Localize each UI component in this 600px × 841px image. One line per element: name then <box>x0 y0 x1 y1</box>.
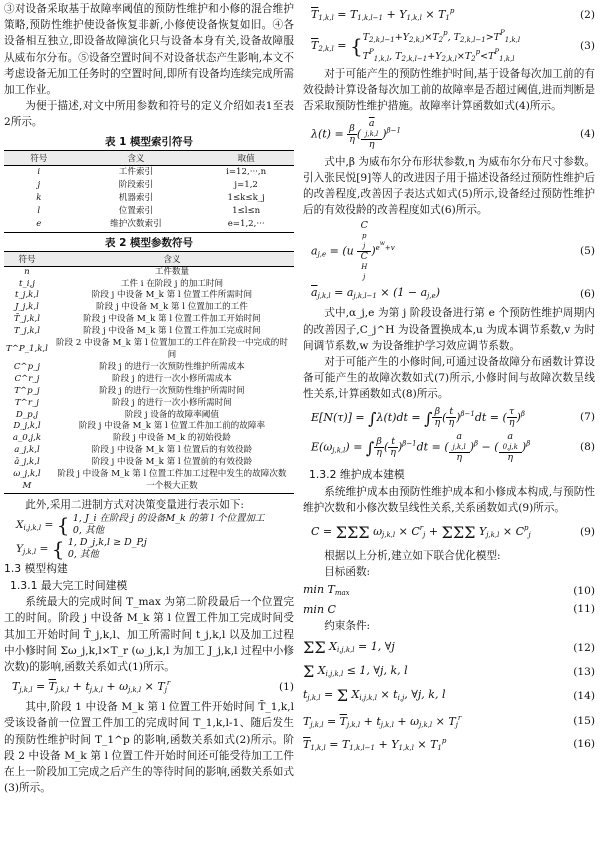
cost-paragraph: 系统维护成本由预防性维护成本和小修成本构成,与预防性维护次数和小修次数呈线性关系,关系函数如式(9)所示。 <box>303 485 595 514</box>
table-intro-paragraph: 为便于描述,对文中所用参数和符号的定义介绍如表1至表2所示。 <box>4 100 294 129</box>
table1-cell-symbol: k <box>36 193 42 204</box>
equation-13-number: (13) <box>573 665 595 678</box>
table2-cell-meaning: 阶段 j 的进行一次小修所需时间 <box>112 397 232 408</box>
table1-cell-meaning: 阶段索引 <box>118 179 154 190</box>
table1-cell-symbol: j <box>37 179 41 190</box>
table2-cell-meaning: 阶段 j 中设备 M_k 第 l 位置加工的工件 <box>96 302 248 313</box>
equation-6: $\overline{a}_{j,k,l} = a_{j,k,l-1} \times (1 - a_{j,e})$ (6) <box>311 286 595 301</box>
table1-row <box>4 218 294 232</box>
table2-cell-meaning: 阶段 2 中设备 M_k 第 l 位置加工的工件在阶段一中完成的时间 <box>55 338 288 360</box>
table2-cell-symbol: J_j,k,l <box>15 302 39 313</box>
equation-1: $T_{j,k,l} = \overline{T}_{j,k,l} + t_{j,k,l} + \omega_{j,k,l} \times T_j^r$ (1) <box>12 679 294 695</box>
equation-11-number: (11) <box>573 602 595 615</box>
table2-cell-symbol: T_j,k,l <box>13 326 41 337</box>
weibull-paragraph: 式中,β 为威布尔分布形状参数,η 为威布尔分布尺寸参数。引入张民悦[9]等人的改进因子用于描述设备经过预防性维护后的改善程度,改善因子表达式如式(5)所示,设备经过预防性维护后的有效役龄的改善程度如式(6)所示。 <box>303 155 595 217</box>
table2-row <box>4 290 294 302</box>
table2-cell-meaning: 阶段 j 中设备 M_k 第 l 位置工件加工完成时间 <box>83 326 261 337</box>
table2-cell-symbol: n <box>24 266 30 277</box>
equation-12-number: (12) <box>573 641 595 654</box>
table2-cell-meaning: 阶段 j 中设备 M_k 第 l 位置后的有效役龄 <box>91 445 253 456</box>
y-definition: $Y_{j,k,l}$ = { 1, D_j,k,l ≥ D_P,j 0, 其他 <box>16 537 147 562</box>
equation-3: $\overline{T}_{2,k,l}$ = { $T_{2,k,l-1}+Y_{2,k,l}\times T_2^p$, $T_{2,k,l-1}>T^P_{1,k,l}$ $T^P_{1,k,l}$, $T_{2,k,l-1}+Y_{2,k,l}\times T_2^p<T^P_{1,k,l}$ (3) <box>311 29 595 63</box>
y-case-2: 0, 其他 <box>67 549 99 561</box>
table2-cell-symbol: C^p_j <box>13 361 41 372</box>
section-1-3-2-heading: 1.3.2 维护成本建模 <box>309 468 405 482</box>
table2-cell-symbol: T^P_1,k,l <box>6 344 48 355</box>
table1-cell-value: i=12,···,n <box>226 166 267 177</box>
table2-row <box>4 469 294 481</box>
section-1-3-1-heading: 1.3.1 最大完工时间建模 <box>10 578 128 592</box>
start-time-paragraph: 其中,阶段 1 中设备 M_k 第 l 位置工件开始时间 T̄_1,k,l 受该设备前一位置工件加工的完成时间 T_1,k,l-1、随后发生的预防性维护时间 T_1^p 的影响,函数关系如式(2)所示。阶段 2 中设备 M_k 第 l 位置工件开始时间还可能受待加工工件在上一阶段加工完成之后产生的等待时间的影响,函数关系如式(3)所示。 <box>4 701 294 795</box>
table2-row <box>4 362 294 374</box>
table1-cell-symbol: i <box>37 166 41 177</box>
table1-cell-meaning: 维护次数索引 <box>74 218 199 232</box>
right-column <box>303 0 595 757</box>
table2-row <box>4 326 294 338</box>
table1-cell-value: j=1,2 <box>234 179 258 190</box>
tmax-paragraph: 系统最大的完成时间 T_max 为第二阶段最后一个位置完工的时间。阶段 j 中设备 M_k 第 l 位置工件加工完成时间受其加工开始时间 T̄_j,k,l、加工所需时间 t_j,k,l 以及加工过程中小修时间 Σω_j,k,l×T_r (ω_j,k,l 为加工 J_j,k,l 过程中小修次数)的影响,函数关系如式(1)所示。 <box>4 596 294 674</box>
equation-13: Σ $X_{i,j,k,l} \le 1$, ∀j, k, l (13) <box>303 661 595 681</box>
table2-cell-symbol: ω_j,k,l <box>13 469 41 480</box>
table2-row <box>4 421 294 433</box>
table2-cell-meaning: 阶段 j 的进行一次预防性维护所需成本 <box>99 361 245 372</box>
table2-row <box>4 279 294 291</box>
equation-15: $T_{j,k,l} = \overline{T}_{j,k,l} + t_{j,k,l} + \omega_{j,k,l} \times T_j^r$ (15) <box>303 713 595 729</box>
table2-cell-meaning: 一个极大正数 <box>50 481 294 493</box>
equation-5-number: (5) <box>579 245 595 258</box>
table2-cell-meaning: 工件数量 <box>154 266 190 277</box>
table2-row <box>4 457 294 469</box>
table2-cell-symbol: M <box>4 481 50 493</box>
table2-cell-symbol: D_j,k,l <box>13 421 41 432</box>
table1-cell-meaning: 工件索引 <box>118 166 154 177</box>
equation-2: $\overline{T}_{1,k,l} = T_{1,k,l-1} + Y_{1,k,l} \times T_1^p$ (2) <box>311 7 595 22</box>
table2-row <box>4 266 294 278</box>
table1-cell-meaning: 位置索引 <box>118 206 154 217</box>
table2-cell-meaning: 工件 i 在阶段 j 的加工时间 <box>120 278 224 289</box>
table2-cell-meaning: 阶段 j 中设备 M_k 第 l 位置前的有效役龄 <box>91 457 253 468</box>
x-case-2: 0, 其他 <box>72 525 104 537</box>
table2-body <box>4 266 294 493</box>
table1-cell-value: e=1,2,··· <box>198 218 294 232</box>
table2-row <box>4 398 294 410</box>
table2-cell-symbol: t_j,k,l <box>15 290 39 301</box>
table2-cell-meaning: 阶段 j 中设备 M_k 第 l 位置工件加工前的故障率 <box>78 421 266 432</box>
equation-16-number: (16) <box>573 738 595 751</box>
equation-4-number: (4) <box>579 127 595 140</box>
table1-header-symbol: 符号 <box>4 150 74 165</box>
table1-cell-value: 1≤k≤k_j <box>227 193 265 204</box>
table2-cell-meaning: 阶段 j 中设备 M_k 的初始役龄 <box>113 433 231 444</box>
equation-14: $t_{j,k,l} = \Sigma$ $X_{i,j,k,l} \times t_{i,j}$, ∀j, k, l (14) <box>303 685 595 705</box>
fault-paragraph: 对于可能产生的小修时间,可通过设备故障分布函数计算设备可能产生的故障次数如式(7)所示,小修时间与故障次数呈线性关系,计算函数如式(8)所示。 <box>303 356 595 401</box>
x-case-1: 1, J_i 在阶段 j 的设备M_k 的第 l 个位置加工 <box>72 513 265 525</box>
equation-4: λ(t) = $\frac{\beta}{\eta}$ ( $\overline{a}$ j,k,l η )$^{\beta-1}$ (4) <box>311 117 595 150</box>
table2-header-symbol: 符号 <box>4 251 50 266</box>
equation-5: $a_{j,e} = (u$ C p j C H j )$^{ew+v}$ (5) <box>311 220 595 282</box>
table2-cell-meaning: 阶段 j 的进行一次预防性维护所需时间 <box>99 385 245 396</box>
table2-cell-symbol: ā_j,k,l <box>14 457 40 468</box>
equation-9-number: (9) <box>579 525 595 538</box>
equation-11: min C (11) <box>303 602 595 616</box>
equation-15-number: (15) <box>573 715 595 728</box>
section-1-3-heading: 1.3 模型构建 <box>4 562 68 576</box>
table2-row <box>4 314 294 326</box>
table2-cell-meaning: 阶段 j 中设备 M_k 第 l 位置工件加工开始时间 <box>83 314 261 325</box>
equation-10-number: (10) <box>573 584 595 597</box>
table1-caption: 表 1 模型索引符号 <box>104 135 194 148</box>
table1-row <box>4 192 294 205</box>
equation-8: $E(\omega_{j,k,l})$ = ∫ $\frac{\beta}{\eta}$ ( $\frac{t}{\eta}$ )$^{\beta-1}$dt = ( a j,k,l η )$^\beta$ − ( a 0,j,k η )$^\beta$ (8) <box>311 431 595 464</box>
equation-7-number: (7) <box>579 410 595 423</box>
binary-paragraph: 此外,采用二进制方式对决策变量进行表示如下: <box>25 498 244 511</box>
x-definition: $X_{i,j,k,l}$ = { 1, J_i 在阶段 j 的设备M_k 的第 l 个位置加工 0, 其他 <box>16 513 265 538</box>
equation-3-number: (3) <box>579 39 595 52</box>
table2-cell-meaning: 阶段 j 的进行一次小修所需成本 <box>112 373 232 384</box>
table1-cell-meaning: 机器索引 <box>118 193 154 204</box>
table1-cell-value: 1≤l≤n <box>232 206 261 217</box>
table2-cell-symbol: a_0,j,k <box>12 433 42 444</box>
table2-cell-symbol: D_p,j <box>15 409 38 420</box>
table2-cell-symbol: t_i,j <box>19 278 35 289</box>
table1-cell-symbol: l <box>37 206 41 217</box>
table2-header-meaning: 含义 <box>50 251 294 266</box>
equation-12: ΣΣ $X_{i,j,k,l} = 1$, ∀j (12) <box>303 637 595 657</box>
equation-6-number: (6) <box>579 288 595 301</box>
equation-9: C = ΣΣΣ $\omega_{j,k,l} \times C^r_j + \Sigma\Sigma\Sigma$ $Y_{j,k,l} \times C^p_j$ (9) <box>311 523 595 543</box>
table2-cell-symbol: T^p_j <box>14 385 40 396</box>
alpha-paragraph: 式中,α_j,e 为第 j 阶段设备进行第 e 个预防性维护周期内的改善因子,C_j^H 为设备置换成本,u 为成本调节系数,v 为时间调节系数,w 为设备维护学习效应调节系数。 <box>303 307 595 352</box>
table2 <box>4 251 294 494</box>
equation-10: $\min T_{max}$ (10) <box>303 582 595 597</box>
table2-row <box>4 374 294 386</box>
table1-body <box>4 165 294 232</box>
objective-label: 目标函数: <box>324 566 371 579</box>
table1-header-value: 取值 <box>198 150 294 165</box>
equation-1-number: (1) <box>278 680 294 693</box>
table2-row <box>4 338 294 362</box>
table2-row <box>4 410 294 422</box>
pm-paragraph: 对于可能产生的预防性维护时间,基于设备每次加工前的有效役龄计算设备每次加工前的故障率是否超过阈值,进而判断是否采取预防性维护措施。故障率计算函数如式(4)所示。 <box>303 68 595 113</box>
table2-cell-meaning: 阶段 j 设备的故障率阈值 <box>124 409 219 420</box>
table2-cell-meaning: 阶段 j 中设备 M_k 第 l 位置工件所需时间 <box>91 290 253 301</box>
table2-cell-symbol: T̄_j,k,l <box>13 314 41 325</box>
intro-paragraph: ③对设备采取基于故障率阈值的预防性维护和小修的混合维护策略,预防性维护使设备恢复非新,小修使设备恢复如旧。④各设备相互独立,即设备故障演化只与设备本身有关,设备故障服从威布尔分布。⑤设备空置时间不对设备状态产生影响,本文不考虑设备无加工任务时的空置时间,即所有设备均连续完成所需加工作业。 <box>4 3 294 97</box>
equation-8-number: (8) <box>579 441 595 454</box>
table2-cell-symbol: a_j,k,l <box>14 445 40 456</box>
table2-row <box>4 386 294 398</box>
table1-row <box>4 179 294 192</box>
table2-row <box>4 445 294 457</box>
left-column <box>4 0 294 796</box>
equation-2-number: (2) <box>579 8 595 21</box>
table2-row <box>4 302 294 314</box>
y-case-1: 1, D_j,k,l ≥ D_P,j <box>67 537 147 549</box>
table2-row <box>4 481 294 493</box>
table1-row <box>4 165 294 179</box>
table1-row <box>4 205 294 218</box>
table1-cell-symbol: e <box>4 218 74 232</box>
table1-header-meaning: 含义 <box>74 150 199 165</box>
model-paragraph: 根据以上分析,建立如下联合优化模型: <box>324 550 501 563</box>
table2-cell-meaning: 阶段 j 中设备 M_k 第 l 位置工件加工过程中发生的故障次数 <box>57 469 287 480</box>
table2-row <box>4 433 294 445</box>
equation-14-number: (14) <box>573 689 595 702</box>
constraints-label: 约束条件: <box>324 619 371 632</box>
table2-caption: 表 2 模型参数符号 <box>104 236 194 249</box>
equation-7: E[N(τ)] = ∫λ(t)dt = ∫ $\frac{\beta}{\eta}$ ( $\frac{t}{\eta}$ )$^{\beta-1}$dt = ( $\frac{\tau}{\eta}$ )$^\beta$ (7) <box>311 406 595 429</box>
table2-cell-symbol: T^r_j <box>14 397 39 408</box>
table1 <box>4 150 294 233</box>
table2-cell-symbol: C^r_j <box>14 373 40 384</box>
equation-16: $\overline{T}_{1,k,l} = T_{1,k,l-1} + Y_{1,k,l} \times T_1^p$ (16) <box>303 736 595 752</box>
